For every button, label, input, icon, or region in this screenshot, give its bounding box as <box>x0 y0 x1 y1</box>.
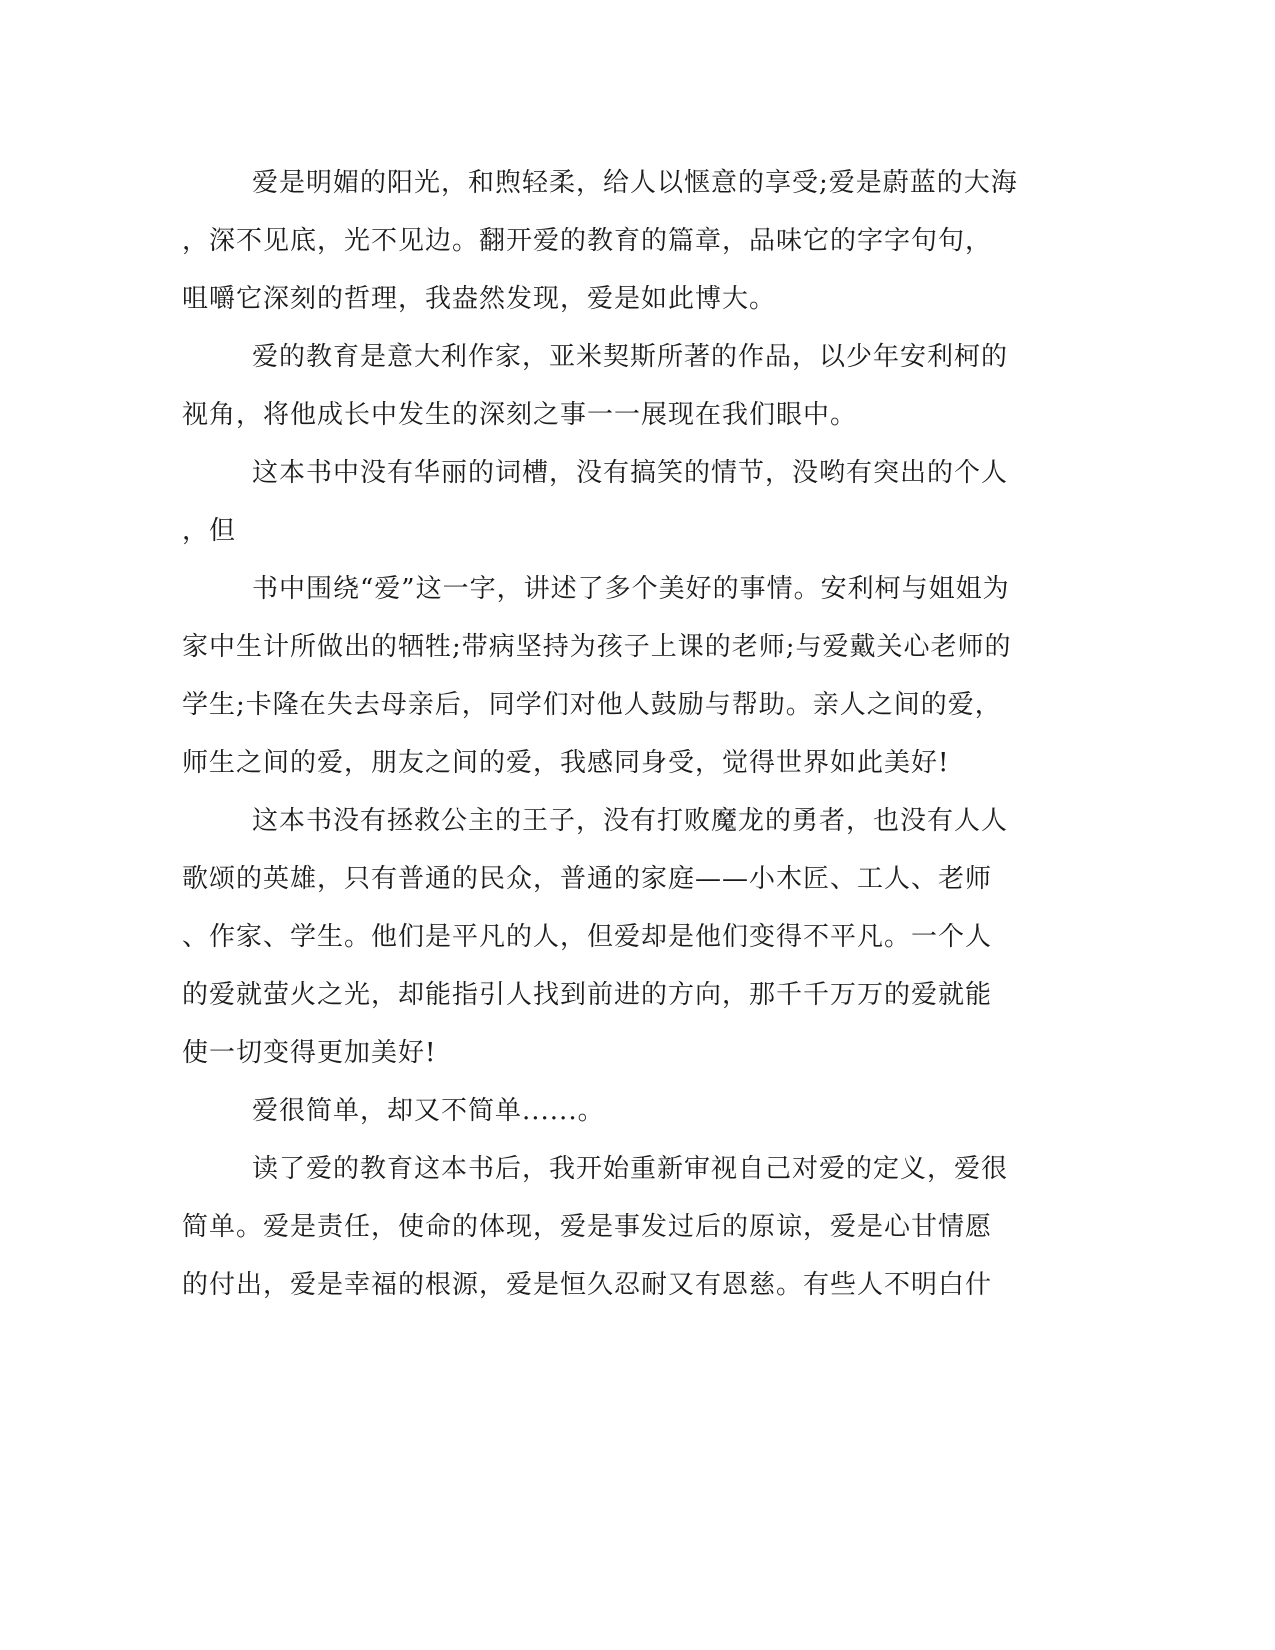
paragraph-line: ，但 <box>182 516 237 546</box>
paragraph-line: 家中生计所做出的牺牲;带病坚持为孩子上课的老师;与爱戴关心老师的 <box>182 632 1012 662</box>
paragraph-line: 师生之间的爱，朋友之间的爱，我感同身受，觉得世界如此美好! <box>182 748 950 778</box>
paragraph-line: 书中围绕“爱”这一字，讲述了多个美好的事情。安利柯与姐姐为 <box>252 574 1010 604</box>
paragraph-line: 学生;卡隆在失去母亲后，同学们对他人鼓励与帮助。亲人之间的爱， <box>182 690 1002 720</box>
paragraph-line: ，深不见底，光不见边。翻开爱的教育的篇章，品味它的字字句句， <box>182 226 993 256</box>
paragraph-line: 咀嚼它深刻的哲理，我盎然发现，爱是如此博大。 <box>182 284 777 314</box>
paragraph-line: 歌颂的英雄，只有普通的民众，普通的家庭——小木匠、工人、老师 <box>182 864 993 894</box>
paragraph-line: 使一切变得更加美好! <box>182 1038 437 1068</box>
paragraph-line: 视角，将他成长中发生的深刻之事一一展现在我们眼中。 <box>182 400 858 430</box>
body-text <box>182 154 1042 1314</box>
paragraph-line: 、作家、学生。他们是平凡的人，但爱却是他们变得不平凡。一个人 <box>182 922 993 952</box>
paragraph-line: 这本书中没有华丽的词槽，没有搞笑的情节，没哟有突出的个人 <box>252 458 1009 488</box>
paragraph-line: 这本书没有拯救公主的王子，没有打败魔龙的勇者，也没有人人 <box>252 806 1009 836</box>
paragraph-line: 的爱就萤火之光，却能指引人找到前进的方向，那千千万万的爱就能 <box>182 980 993 1010</box>
paragraph-line: 爱很简单，却又不简单......。 <box>252 1096 605 1126</box>
paragraph-line: 爱是明媚的阳光，和煦轻柔，给人以惬意的享受;爱是蔚蓝的大海 <box>252 168 1018 198</box>
paragraph-line: 爱的教育是意大利作家，亚米契斯所著的作品，以少年安利柯的 <box>252 342 1009 372</box>
paragraph-line: 的付出，爱是幸福的根源，爱是恒久忍耐又有恩慈。有些人不明白什 <box>182 1270 993 1300</box>
paragraph-line: 简单。爱是责任，使命的体现，爱是事发过后的原谅，爱是心甘情愿 <box>182 1212 993 1242</box>
paragraph-line: 读了爱的教育这本书后，我开始重新审视自己对爱的定义，爱很 <box>252 1154 1009 1184</box>
